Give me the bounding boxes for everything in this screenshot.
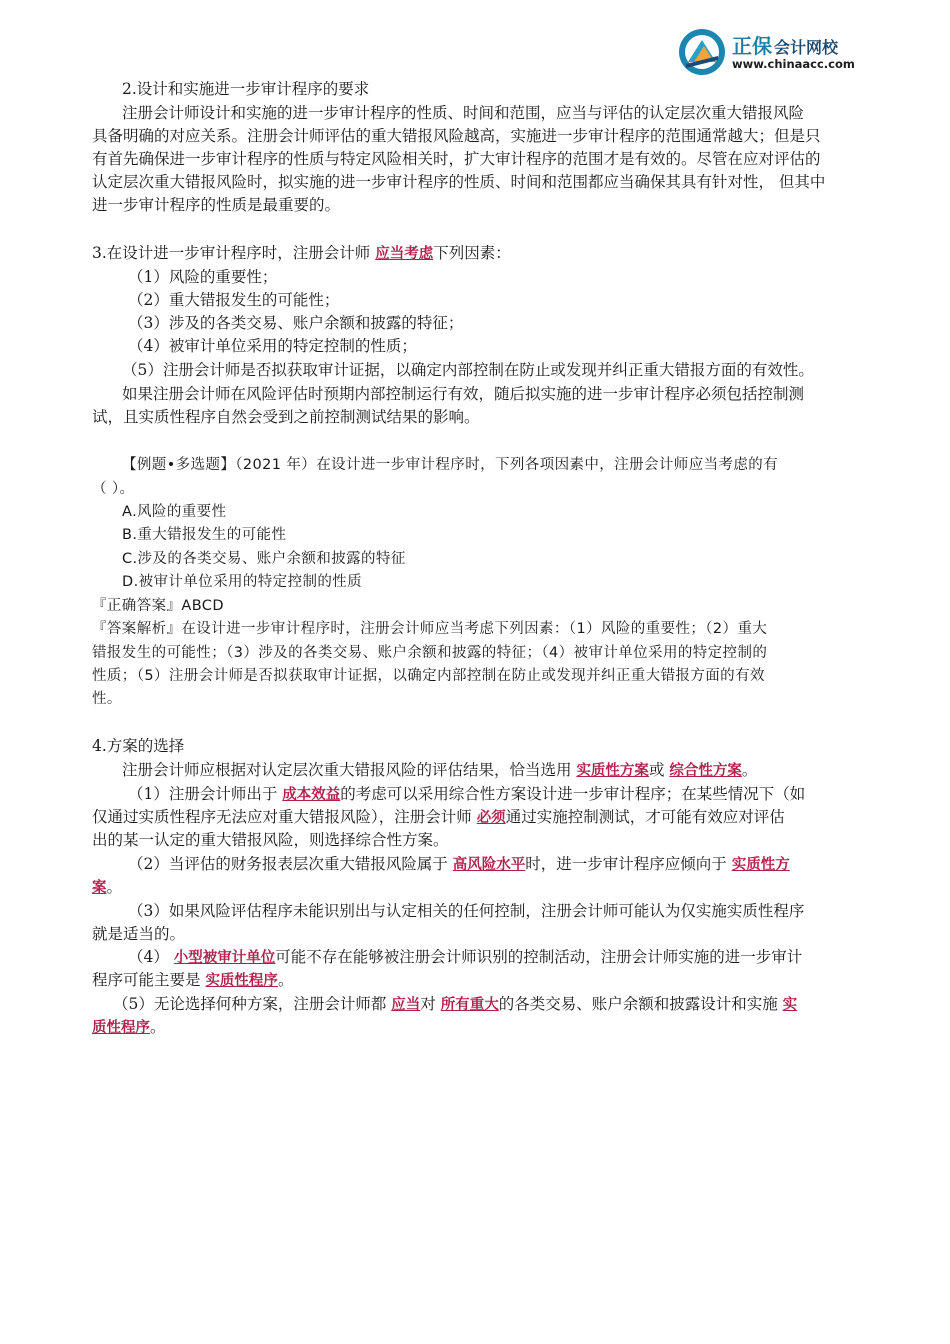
text: （5）无论选择何种方案，注册会计师都 [113,995,392,1013]
keyword-consider: 应当考虑 [375,246,434,262]
section2-line: 进一步审计程序的性质是最重要的。 [92,196,341,214]
text: 时，进一步审计程序应倾向于 [525,855,732,873]
keyword-substantive-procedures: 实质性程序 [205,973,278,989]
section4-p5-line2 [92,1016,166,1040]
factor-item: （4）被审计单位采用的特定控制的性质； [128,337,417,355]
text: 对 [420,995,441,1013]
text: 。 [106,878,123,896]
section4-p3: （3）如果风险评估程序未能识别出与认定相关的任何控制，注册会计师可能认为仅实施实质性程序 [128,902,805,920]
example-answer: 『正确答案』ABCD [92,598,224,614]
keyword-all-material: 所有重大 [440,997,499,1013]
example-option: D.被审计单位采用的特定控制的性质 [122,574,363,590]
section4-p1-line2 [92,806,785,830]
section4-p1 [128,783,805,807]
logo-name: 会计网校 [774,38,839,57]
logo-text [732,30,838,59]
text: 。 [277,971,294,989]
section4-p4 [128,946,802,970]
section4-p0 [122,759,757,783]
section4-heading: 4.方案的选择 [92,737,185,755]
text: 的考虑可以采用综合性方案设计进一步审计程序；在某些情况下（如 [340,785,806,803]
factor-item: （1）风险的重要性； [128,268,278,286]
section4-p2 [128,853,790,877]
logo-brand: 正保 [732,34,772,58]
section2-heading: 2.设计和实施进一步审计程序的要求 [122,80,370,98]
example-question: 【例题•多选题】（2021 年）在设计进一步审计程序时，下列各项因素中，注册会计师应当考虑的有 [122,457,779,473]
example-option: C.涉及的各类交易、账户余额和披露的特征 [122,551,406,567]
section4-p2-line2 [92,876,122,900]
example-option: A.风险的重要性 [122,504,227,520]
factor-item: （5）注册会计师是否拟获取审计证据，以确定内部控制在防止或发现并纠正重大错报方面的有效性。 [122,361,814,379]
section4-p3-line2: 就是适当的。 [92,925,186,943]
text: 可能不存在能够被注册会计师识别的控制活动，注册会计师实施的进一步审计 [275,948,803,966]
example-option: B.重大错报发生的可能性 [122,527,287,543]
section2-line: 注册会计师设计和实施的进一步审计程序的性质、时间和范围，应当与评估的认定层次重大错报风险 [122,104,805,122]
section3-intro-text: 3.在设计进一步审计程序时，注册会计师 [92,244,376,262]
text: 的各类交易、账户余额和披露设计和实施 [498,995,783,1013]
logo-emblem-icon [678,28,726,76]
section4-p4-line2 [92,969,293,993]
section2-line: 认定层次重大错报风险时，拟实施的进一步审计程序的性质、时间和范围都应当确保其具有针对性， 但其中 [92,173,826,191]
section4-p5 [113,993,797,1017]
keyword-substantive-approach-cont: 案 [92,880,107,896]
text: （4） [128,948,174,966]
text: 。 [741,761,758,779]
factor-item: （3）涉及的各类交易、账户余额和披露的特征； [128,314,464,332]
section3-note: 试，且实质性程序自然会受到之前控制测试结果的影响。 [92,408,480,426]
cut-off-line [92,58,232,65]
section3-intro-tail: 下列因素： [433,244,511,262]
keyword-must: 必须 [476,810,506,826]
keyword-high-risk-level: 高风险水平 [452,857,526,873]
logo [678,26,888,78]
keyword-substantive-procedures-cont: 质性程序 [92,1020,150,1036]
section3-note: 如果注册会计师在风险评估时预期内部控制运行有效，随后拟实施的进一步审计程序必须包括控制测 [122,385,805,403]
text: 或 [648,761,670,779]
text: 仅通过实质性程序无法应对重大错报风险），注册会计师 [92,808,477,826]
keyword-combined-approach: 综合性方案 [669,763,742,779]
keyword-small-entity: 小型被审计单位 [173,950,276,966]
text: 。 [150,1018,166,1036]
example-analysis: 性。 [92,691,122,707]
keyword-substantive-approach: 实质性方 [731,857,790,873]
example-question: （ ）。 [92,481,135,497]
factor-item: （2）重大错报发生的可能性； [128,291,340,309]
keyword-cost-benefit: 成本效益 [282,787,341,803]
section4-p1-line3: 出的某一认定的重大错报风险，则选择综合性方案。 [92,831,449,849]
keyword-substantive-approach: 实质性方案 [576,763,649,779]
text: （2）当评估的财务报表层次重大错报风险属于 [128,855,453,873]
section2-line: 具备明确的对应关系。注册会计师评估的重大错报风险越高，实施进一步审计程序的范围通常越大；但是只 [92,127,821,145]
text: 注册会计师应根据对认定层次重大错报风险的评估结果，恰当选用 [122,761,577,779]
section3-intro [92,242,511,266]
text: （1）注册会计师出于 [128,785,283,803]
keyword-substantive-procedures: 实 [782,997,798,1013]
example-analysis: 错报发生的可能性；（3）涉及的各类交易、账户余额和披露的特征；（4）被审计单位采用的特定控制的 [92,645,768,661]
text: 程序可能主要是 [92,971,206,989]
text: 通过实施控制测试，才可能有效应对评估 [505,808,785,826]
example-analysis: 性质；（5）注册会计师是否拟获取审计证据，以确定内部控制在防止或发现并纠正重大错报方面的有效 [92,668,765,684]
logo-url: www.chinaacc.com [732,57,855,71]
example-analysis: 『答案解析』在设计进一步审计程序时，注册会计师应当考虑下列因素：（1）风险的重要性；（2）重大 [92,621,768,637]
keyword-should: 应当 [391,997,421,1013]
section2-line: 有首先确保进一步审计程序的性质与特定风险相关时，扩大审计程序的范围才是有效的。尽管在应对评估的 [92,150,821,168]
